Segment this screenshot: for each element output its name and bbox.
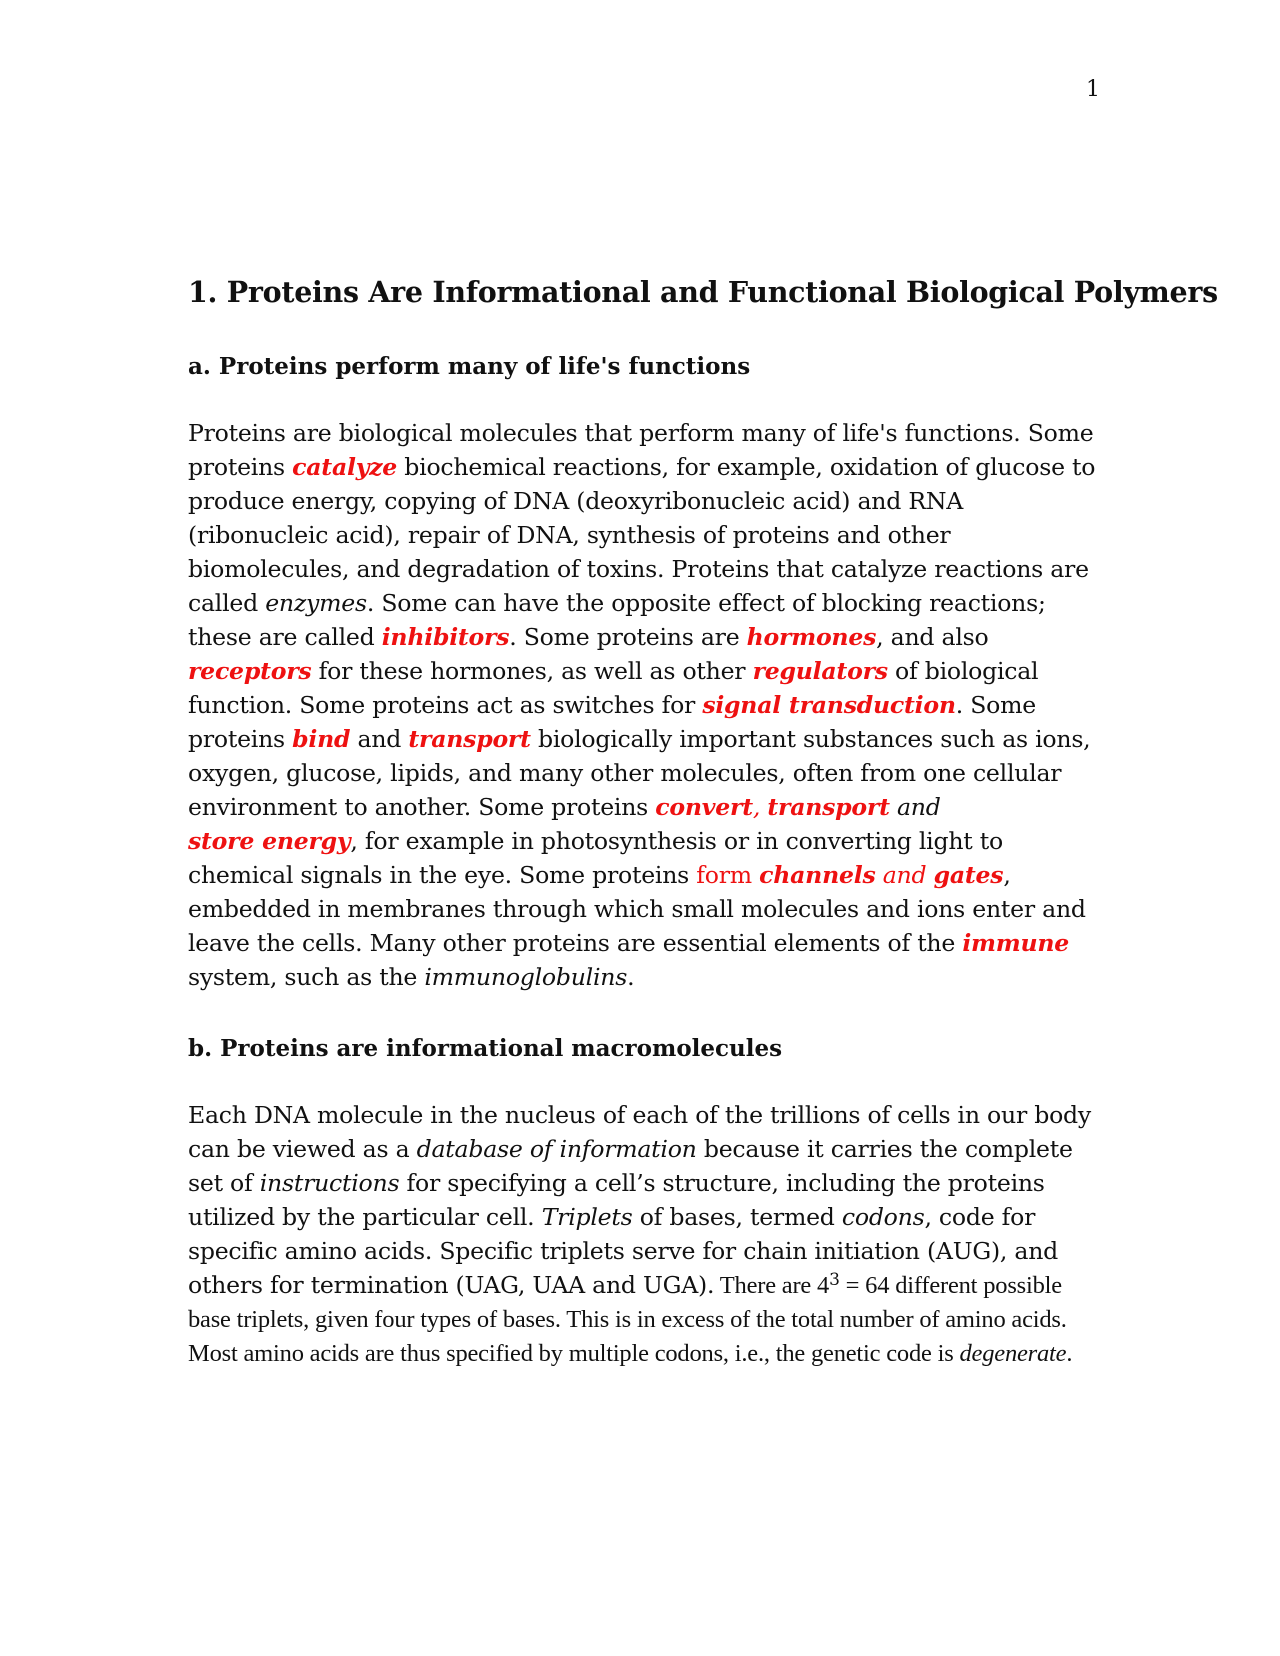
text-segment: = 64 different possible base triplets, given four types of bases. This is in excess of the total number of amino acids. Most amino acids are thus specified by multiple codons, i.e., the genetic code is bbox=[188, 1272, 1067, 1367]
highlight-term: catalyze bbox=[292, 453, 398, 481]
text-segment: . Some can have the opposite effect of blocking reactions; these are called bbox=[188, 589, 1046, 651]
highlight-term-plain: form bbox=[696, 861, 760, 889]
italic-term: instructions bbox=[259, 1169, 400, 1197]
highlight-term: store energy bbox=[188, 827, 351, 855]
section-b-paragraph bbox=[188, 1098, 1100, 1370]
italic-term: Triplets bbox=[541, 1203, 633, 1231]
text-segment: , embedded in membranes through which small molecules and ions enter and leave the cells. Many other proteins are essential elements of the bbox=[188, 861, 1086, 957]
highlight-term: transport bbox=[408, 725, 531, 753]
highlight-connector: and bbox=[875, 861, 934, 889]
italic-term: database of information bbox=[416, 1135, 697, 1163]
highlight-term: signal transduction bbox=[702, 691, 956, 719]
text-segment: There are 4 bbox=[714, 1272, 830, 1299]
text-segment: , code for specific amino acids. Specific triplets serve for chain initiation (AUG), and others for termination (UAG, UAA and UGA). bbox=[188, 1203, 1059, 1299]
text-segment: . Some proteins are bbox=[509, 623, 747, 651]
text-segment: . bbox=[627, 963, 635, 991]
text-segment: , for example in photosynthesis or in converting light to chemical signals in the eye. Some proteins bbox=[188, 827, 1003, 889]
italic-term: degenerate bbox=[959, 1340, 1067, 1367]
italic-term: enzymes bbox=[265, 589, 367, 617]
highlight-term: bind bbox=[292, 725, 351, 753]
highlight-term: transport bbox=[767, 793, 890, 821]
highlight-separator: , bbox=[752, 793, 768, 821]
text-segment: , and also bbox=[876, 623, 989, 651]
highlight-term: inhibitors bbox=[381, 623, 510, 651]
text-segment: . bbox=[1066, 1340, 1073, 1367]
document-title: 1. Proteins Are Informational and Functional Biological Polymers bbox=[188, 275, 1218, 309]
text-segment: for these hormones, as well as other bbox=[311, 657, 753, 685]
highlight-term: convert bbox=[655, 793, 753, 821]
text-segment: and bbox=[350, 725, 409, 753]
text-segment: Proteins are biological molecules that perform many of life's functions. Some proteins bbox=[188, 419, 1094, 481]
highlight-term: gates bbox=[933, 861, 1004, 889]
section-a-paragraph bbox=[188, 416, 1100, 994]
text-segment: for specifying a cell’s structure, including the proteins utilized by the particular cell. bbox=[188, 1169, 1045, 1231]
italic-connector: and bbox=[889, 793, 941, 821]
highlight-term: regulators bbox=[752, 657, 888, 685]
text-segment: Each DNA molecule in the nucleus of each of the trillions of cells in our body can be viewed as a bbox=[188, 1101, 1091, 1163]
text-segment: biologically important substances such as ions, oxygen, glucose, lipids, and many other molecules, often from one cellular environment to another. Some proteins bbox=[188, 725, 1091, 821]
text-segment: of biological function. Some proteins act as switches for bbox=[188, 657, 1039, 719]
highlight-term: channels bbox=[759, 861, 876, 889]
highlight-term: hormones bbox=[746, 623, 877, 651]
text-segment: biochemical reactions, for example, oxidation of glucose to produce energy, copying of DNA (deoxyribonucleic acid) and RNA (ribonucleic acid), repair of DNA, synthesis of proteins and other biomolecules, and degradation of toxins. Proteins that catalyze reactions are called bbox=[188, 453, 1096, 617]
highlight-term: immune bbox=[962, 929, 1070, 957]
highlight-term: receptors bbox=[188, 657, 312, 685]
text-segment: of bases, termed bbox=[632, 1203, 842, 1231]
section-a-heading: a. Proteins perform many of life's functions bbox=[188, 353, 751, 380]
page-number: 1 bbox=[1086, 77, 1100, 102]
section-b-heading: b. Proteins are informational macromolecules bbox=[188, 1035, 783, 1062]
document-body bbox=[188, 268, 1218, 1370]
text-segment: system, such as the bbox=[188, 963, 425, 991]
superscript: 3 bbox=[829, 1270, 840, 1290]
text-segment: . Some proteins bbox=[188, 691, 1036, 753]
italic-term: immunoglobulins bbox=[424, 963, 628, 991]
text-segment: because it carries the complete set of bbox=[188, 1135, 1073, 1197]
italic-term: codons bbox=[841, 1203, 925, 1231]
